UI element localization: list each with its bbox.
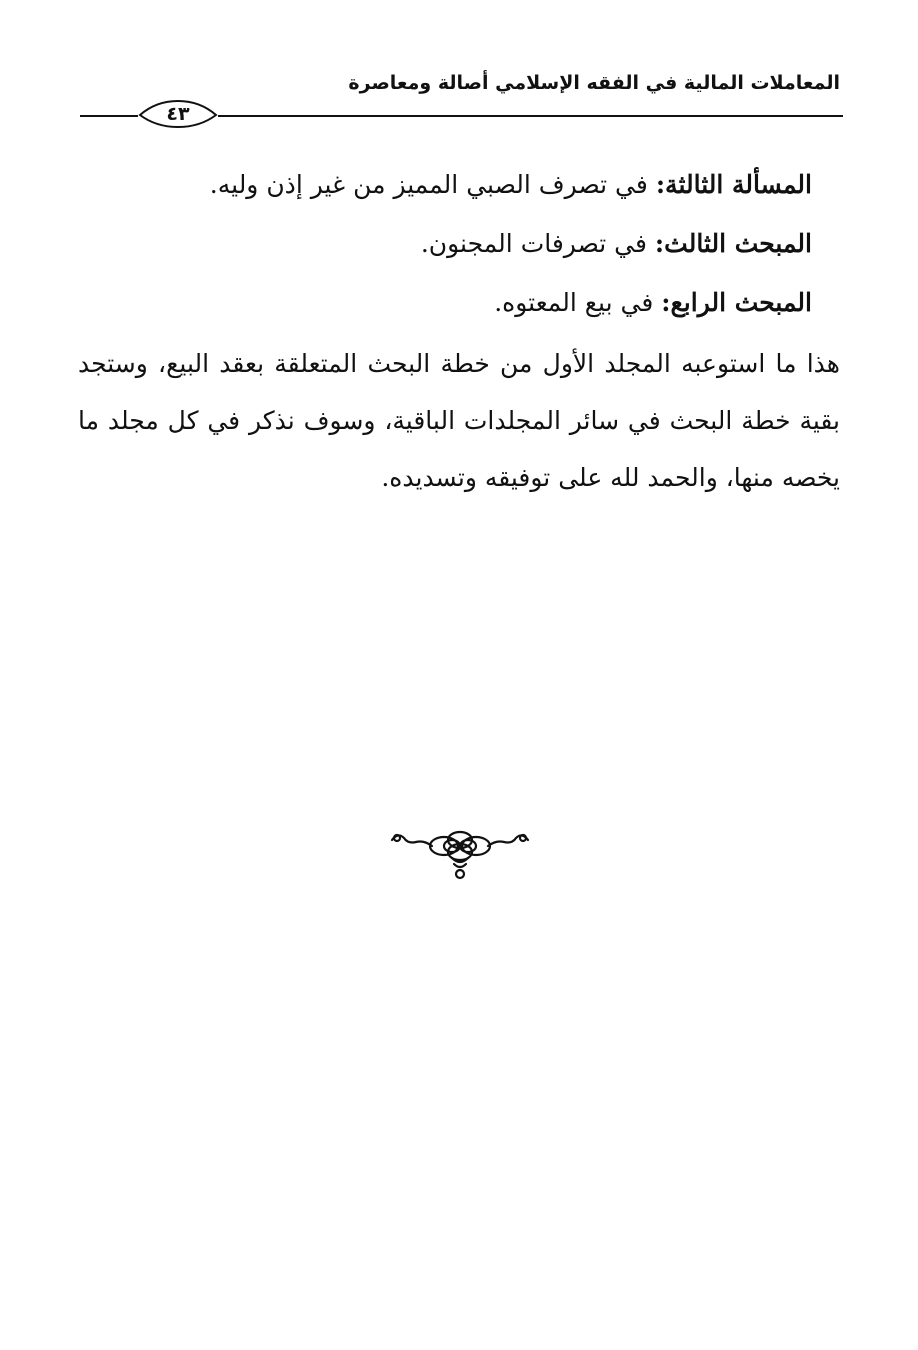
outline-item-text: في تصرف الصبي المميز من غير إذن وليه. <box>209 170 648 199</box>
outline-item <box>78 214 840 273</box>
closing-paragraph: هذا ما استوعبه المجلد الأول من خطة البحث المتعلقة بعقد البيع، وستجد بقية خطة البحث في سائر المجلدات الباقية، وسوف نذكر في كل مجلد ما يخصه منها، والحمد لله على توفيقه وتسديده. <box>78 349 840 492</box>
header-rule-left <box>80 115 138 117</box>
header-rule-right <box>218 115 843 117</box>
outline-item-text: في تصرفات المجنون. <box>420 229 647 258</box>
running-header: المعاملات المالية في الفقه الإسلامي أصالة ومعاصرة <box>348 72 840 94</box>
outline-item-label: المبحث الثالث: <box>654 229 812 258</box>
outline-item-label: المسألة الثالثة: <box>655 170 812 199</box>
page-content <box>78 155 840 506</box>
outline-item-text: في بيع المعتوه. <box>494 288 654 317</box>
page-number: ٤٣ <box>166 103 190 125</box>
outline-item-label: المبحث الرابع: <box>661 288 812 317</box>
outline-item <box>78 155 840 214</box>
outline-item <box>78 273 840 332</box>
floral-knot-ornament-icon <box>388 826 532 882</box>
page-number-badge <box>138 98 218 130</box>
